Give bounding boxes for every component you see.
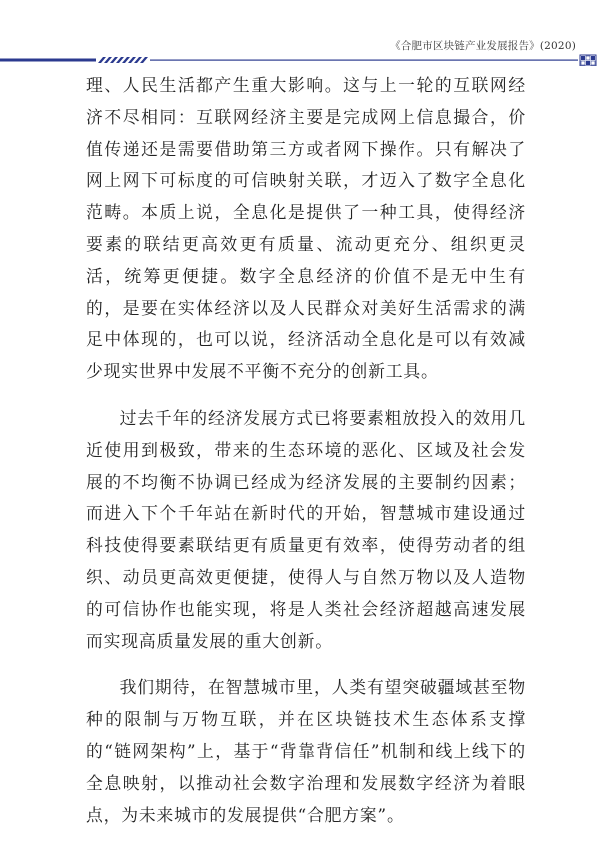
body-paragraph: 过去千年的经济发展方式已将要素粗放投入的效用几近使用到极致，带来的生态环境的恶化、区域及社会发展的不均衡不协调已经成为经济发展的主要制约因素；而进入下个千年站在新时代的开始，智慧城市建设通过科技使得要素联结更有质量更有效率，使得劳动者的组织、动员更高效更便捷，使得人与自然万物以及人造物的可信协作也能实现，将是人类社会经济超越高速发展而实现高质量发展的重大创新。 (86, 407, 526, 651)
running-header-title: 《合肥市区块链产业发展报告》(2020) (390, 40, 576, 52)
body-paragraph-continued: 理、人民生活都产生重大影响。这与上一轮的互联网经济不尽相同：互联网经济主要是完成网上信息撮合，价值传递还是需要借助第三方或者网下操作。只有解决了网上网下可标度的可信映射关联，才迈入了数字全息化范畴。本质上说，全息化是提供了一种工具，使得经济要素的联结更高效更有质量、流动更充分、组织更灵活，统筹更便捷。数字全息经济的价值不是无中生有的，是要在实体经济以及人民群众对美好生活需求的满足中体现的，也可以说，经济活动全息化是可以有效减少现实世界中发展不平衡不充分的创新工具。 (86, 75, 526, 382)
body-paragraph: 我们期待，在智慧城市里，人类有望突破疆域甚至物种的限制与万物互联，并在区块链技术生态体系支撑的“链网架构”上，基于“背靠背信任”机制和线上线下的全息映射，以推动社会数字治理和发展数字经济为着眼点，为未来城市的发展提供“合肥方案”。 (86, 677, 526, 825)
corner-grid-icon (580, 55, 596, 66)
header-decorative-rule (0, 54, 600, 66)
page-body (86, 70, 526, 831)
